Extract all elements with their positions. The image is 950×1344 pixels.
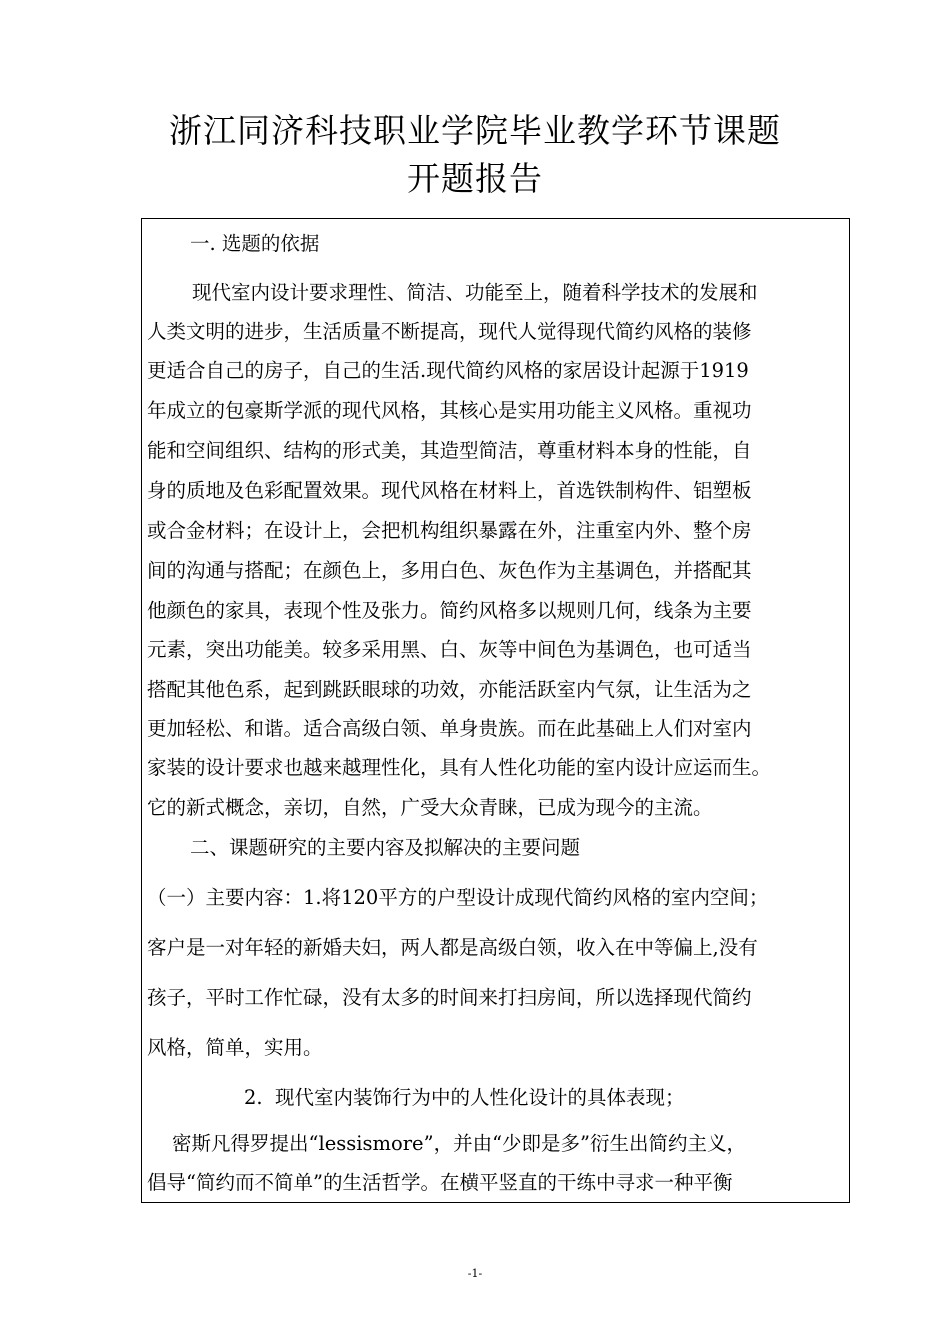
paragraph-line: 元素，突出功能美。较多采用黑、白、灰等中间色为基调色，也可适当 bbox=[147, 638, 752, 661]
section2-heading: 二、课题研究的主要内容及拟解决的主要问题 bbox=[190, 836, 581, 859]
paragraph-line: 或合金材料；在设计上，会把机构组织暴露在外，注重室内外、整个房 bbox=[147, 519, 752, 542]
paragraph-line: 它的新式概念，亲切，自然，广受大众青睐，已成为现今的主流。 bbox=[147, 796, 713, 819]
paragraph-line: 间的沟通与搭配；在颜色上，多用白色、灰色作为主基调色，并搭配其 bbox=[147, 559, 752, 582]
paragraph-line: 年成立的包豪斯学派的现代风格，其核心是实用功能主义风格。重视功 bbox=[147, 399, 752, 422]
content-line: 风格，简单，实用。 bbox=[147, 1036, 323, 1059]
content-line: 密斯凡得罗提出“lessismore”，并由“少即是多”衍生出简约主义， bbox=[172, 1132, 747, 1155]
paragraph-line: 搭配其他色系，起到跳跃眼球的功效，亦能活跃室内气氛，让生活为之 bbox=[147, 678, 752, 701]
paragraph-line: 更适合自己的房子，自己的生活.现代简约风格的家居设计起源于1919 bbox=[147, 359, 749, 382]
content-line: 倡导“简约而不简单”的生活哲学。在横平竖直的干练中寻求一种平衡 bbox=[147, 1171, 733, 1194]
page-number: -1- bbox=[467, 1267, 483, 1280]
content-line: 客户是一对年轻的新婚夫妇，两人都是高级白领，收入在中等偏上,没有 bbox=[147, 936, 758, 959]
page-subtitle: 开题报告 bbox=[407, 159, 543, 198]
paragraph-line: 能和空间组织、结构的形式美，其造型简洁，尊重材料本身的性能，自 bbox=[147, 439, 752, 462]
paragraph-line: 身的质地及色彩配置效果。现代风格在材料上，首选铁制构件、铝塑板 bbox=[147, 479, 752, 502]
report-frame bbox=[141, 218, 850, 1203]
page-title: 浙江同济科技职业学院毕业教学环节课题 bbox=[169, 111, 781, 150]
section1-heading: 一. 选题的依据 bbox=[190, 232, 320, 255]
content-line: 孩子，平时工作忙碌，没有太多的时间来打扫房间，所以选择现代简约 bbox=[147, 986, 752, 1009]
paragraph-line: 更加轻松、和谐。适合高级白领、单身贵族。而在此基础上人们对室内 bbox=[147, 717, 752, 740]
content-item-2: 2. 现代室内装饰行为中的人性化设计的具体表现； bbox=[244, 1086, 685, 1109]
paragraph-line: 人类文明的进步，生活质量不断提高，现代人觉得现代简约风格的装修 bbox=[147, 320, 752, 343]
paragraph-line: 现代室内设计要求理性、简洁、功能至上，随着科学技术的发展和 bbox=[192, 281, 758, 304]
paragraph-line: 他颜色的家具，表现个性及张力。简约风格多以规则几何，线条为主要 bbox=[147, 599, 752, 622]
paragraph-line: 家装的设计要求也越来越理性化，具有人性化功能的室内设计应运而生。 bbox=[147, 756, 772, 779]
content-line: （一）主要内容：1.将120平方的户型设计成现代简约风格的室内空间； bbox=[147, 886, 769, 909]
